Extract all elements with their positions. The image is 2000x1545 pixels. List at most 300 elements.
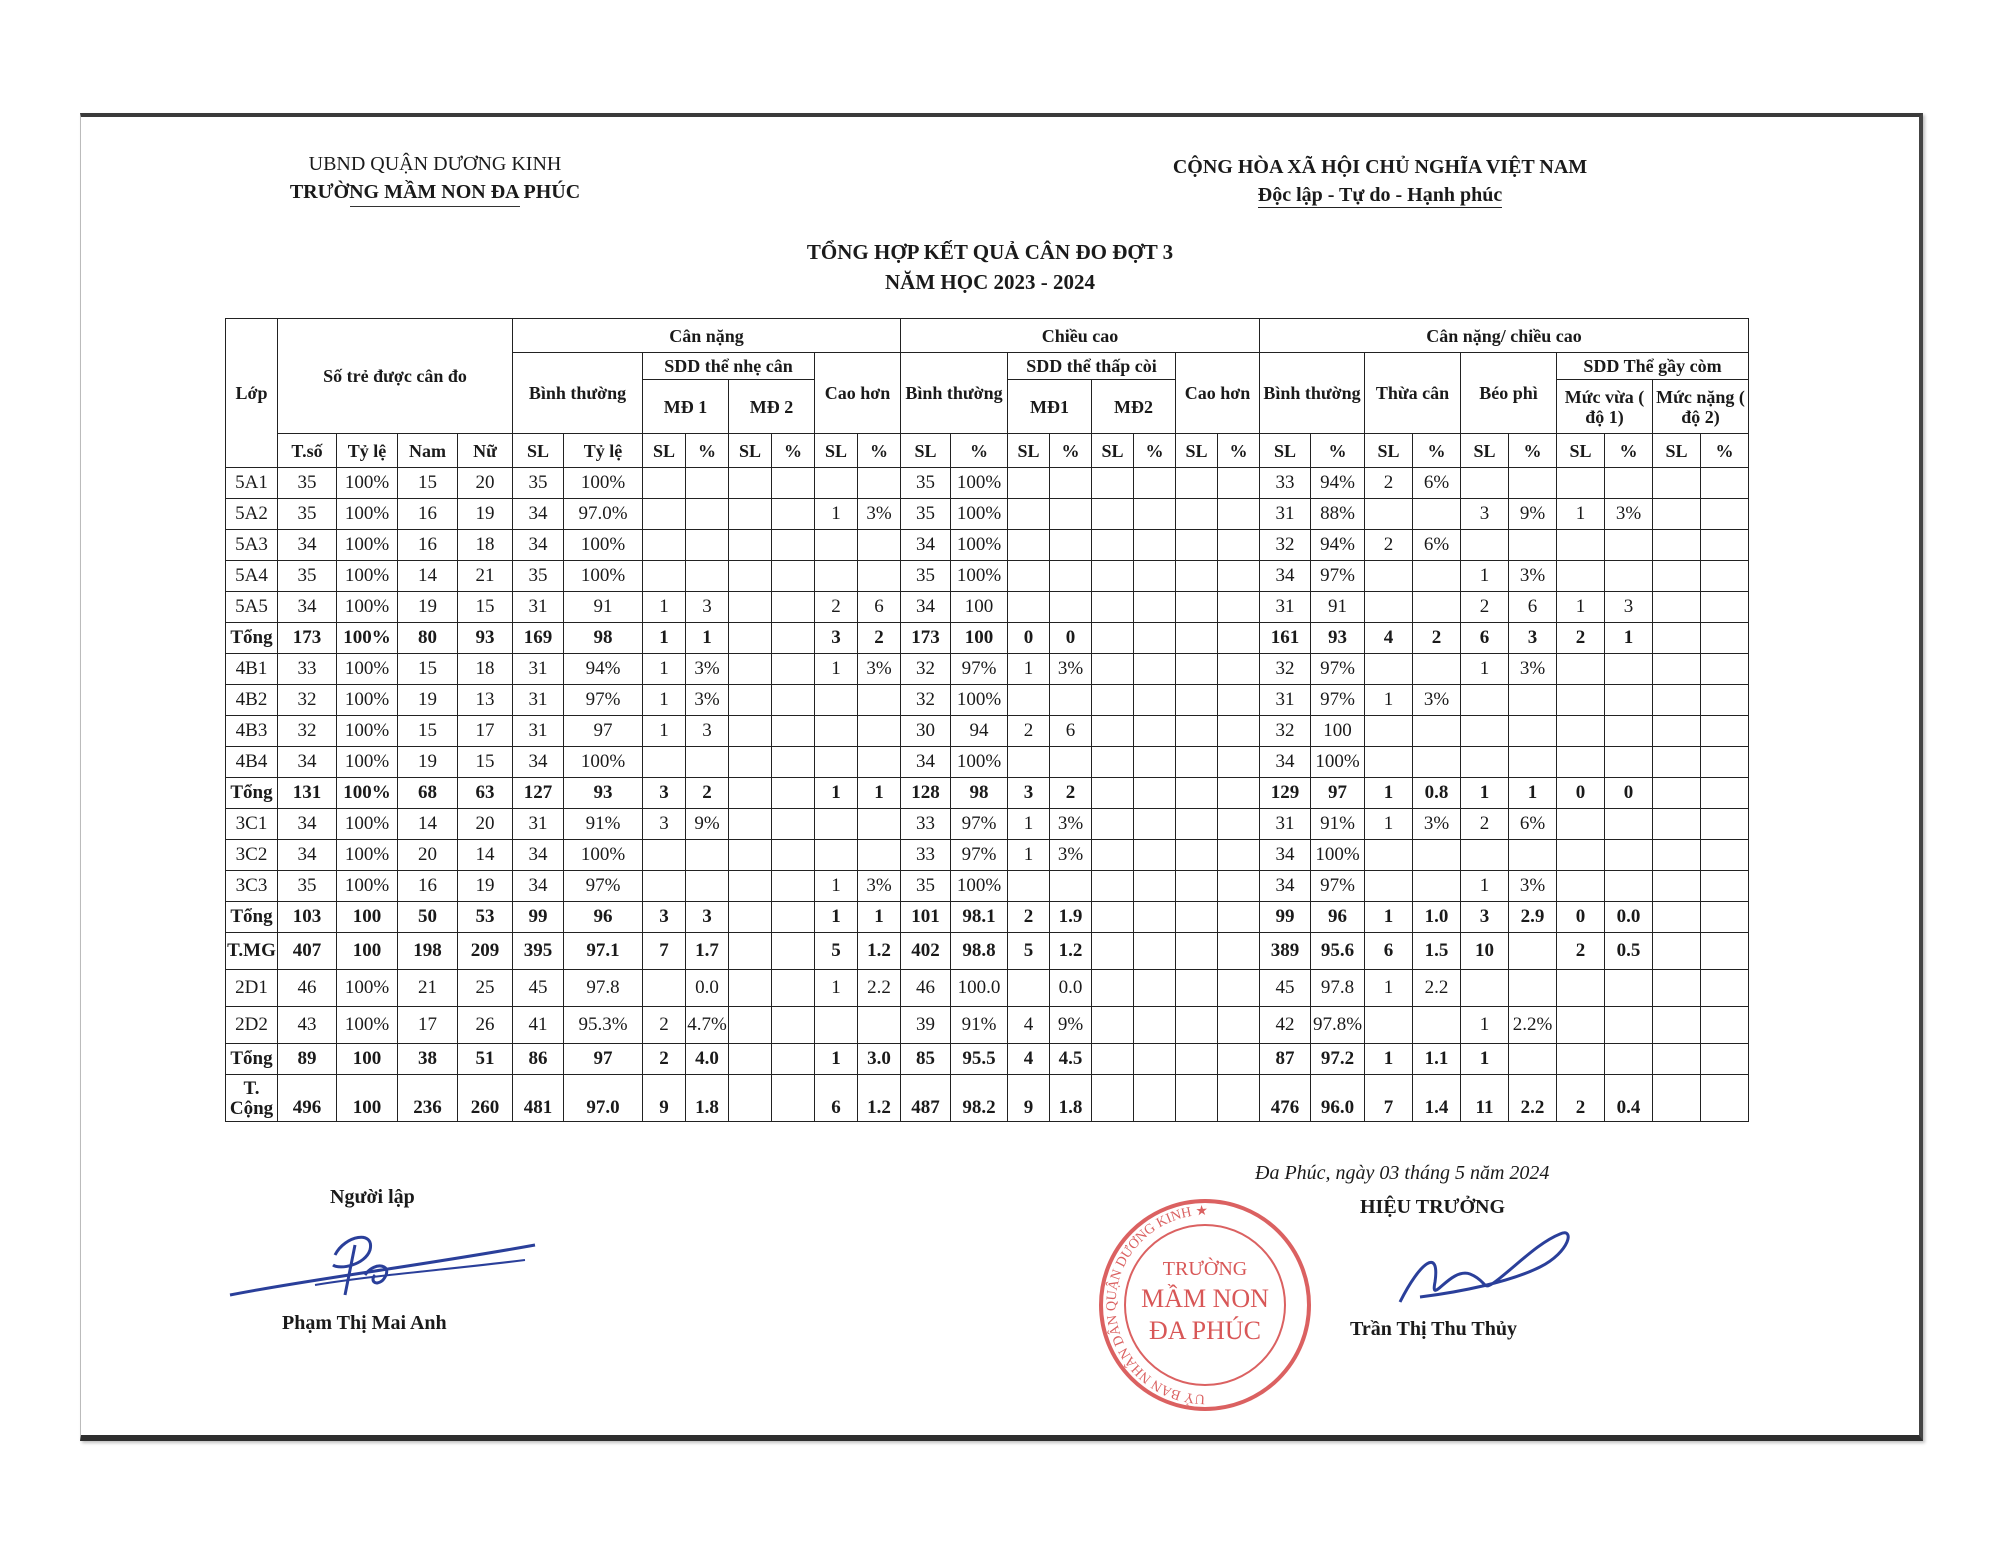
subheader-cell: %	[1509, 434, 1557, 468]
data-cell	[1461, 747, 1509, 778]
data-cell: 100%	[951, 499, 1008, 530]
data-cell	[1218, 685, 1260, 716]
table-row	[226, 1075, 1749, 1122]
data-cell	[643, 747, 686, 778]
data-cell	[772, 592, 815, 623]
data-cell: 6	[1461, 623, 1509, 654]
data-cell: 94%	[564, 654, 643, 685]
data-cell: 34	[513, 840, 564, 871]
data-cell	[643, 499, 686, 530]
data-cell: 100%	[337, 468, 398, 499]
data-cell	[1008, 871, 1050, 902]
data-cell	[1218, 1007, 1260, 1044]
data-cell: 91	[1311, 592, 1365, 623]
data-cell	[1365, 871, 1413, 902]
data-cell	[1218, 809, 1260, 840]
data-cell: 98	[951, 778, 1008, 809]
data-cell: 1.4	[1413, 1075, 1461, 1122]
data-cell	[1605, 716, 1653, 747]
principal-name: Trần Thị Thu Thủy	[1350, 1318, 1517, 1340]
data-cell: 46	[901, 970, 951, 1007]
data-cell	[1092, 468, 1134, 499]
data-cell	[1218, 871, 1260, 902]
data-cell: 1.2	[858, 1075, 901, 1122]
data-cell: 1	[1605, 623, 1653, 654]
data-cell: 6	[1050, 716, 1092, 747]
data-cell: 1	[1461, 561, 1509, 592]
data-cell	[1092, 592, 1134, 623]
class-name-cell: 4B4	[226, 747, 278, 778]
data-cell	[729, 778, 772, 809]
data-cell	[1653, 468, 1701, 499]
data-cell	[1365, 561, 1413, 592]
data-cell	[686, 468, 729, 499]
data-cell: 34	[513, 499, 564, 530]
data-cell: 32	[901, 654, 951, 685]
data-cell: 33	[278, 654, 337, 685]
data-cell: 97%	[1311, 561, 1365, 592]
data-cell	[772, 530, 815, 561]
table-row	[226, 561, 1749, 592]
class-name-cell: Tổng	[226, 623, 278, 654]
data-cell: 31	[1260, 685, 1311, 716]
data-cell: 98.8	[951, 933, 1008, 970]
data-cell	[1653, 654, 1701, 685]
data-cell: 173	[901, 623, 951, 654]
data-cell: 96	[1311, 902, 1365, 933]
data-cell	[1092, 809, 1134, 840]
data-cell	[1134, 592, 1176, 623]
data-cell: 3%	[1050, 840, 1092, 871]
data-cell	[1050, 871, 1092, 902]
data-cell: 95.5	[951, 1044, 1008, 1075]
data-cell: 34	[1260, 840, 1311, 871]
class-name-cell: 5A1	[226, 468, 278, 499]
data-cell	[1653, 902, 1701, 933]
svg-text:UỶ BAN NHÂN DÂN QUẬN DƯƠNG KIN: UỶ BAN NHÂN DÂN QUẬN DƯƠNG KINH ★	[1104, 1203, 1209, 1407]
data-cell: 1	[1365, 1044, 1413, 1075]
data-cell: 94	[951, 716, 1008, 747]
subheader-cell: Tỷ lệ	[337, 434, 398, 468]
data-cell	[1461, 530, 1509, 561]
data-cell: 94%	[1311, 468, 1365, 499]
data-cell: 3%	[1413, 809, 1461, 840]
data-cell: 15	[398, 654, 458, 685]
class-name-cell: 2D1	[226, 970, 278, 1007]
data-cell: 20	[458, 809, 513, 840]
data-cell: 97%	[564, 871, 643, 902]
data-cell	[729, 1075, 772, 1122]
table-row	[226, 685, 1749, 716]
header-muc-vua: Mức vừa ( độ 1)	[1557, 380, 1653, 434]
data-cell: 100%	[337, 871, 398, 902]
data-cell	[1605, 747, 1653, 778]
data-cell: 0	[1008, 623, 1050, 654]
data-cell	[643, 871, 686, 902]
data-cell	[1557, 809, 1605, 840]
data-cell	[1653, 623, 1701, 654]
data-cell	[1008, 592, 1050, 623]
data-cell	[1413, 840, 1461, 871]
data-cell: 100%	[564, 468, 643, 499]
header-binh-thuong-cc: Bình thường	[901, 353, 1008, 434]
data-cell: 3%	[686, 654, 729, 685]
data-cell	[1008, 561, 1050, 592]
data-cell	[1557, 561, 1605, 592]
data-cell	[772, 778, 815, 809]
data-cell: 4.5	[1050, 1044, 1092, 1075]
data-cell: 1.8	[1050, 1075, 1092, 1122]
data-cell: 3%	[1509, 561, 1557, 592]
data-cell: 5	[815, 933, 858, 970]
data-cell: 53	[458, 902, 513, 933]
data-cell	[729, 747, 772, 778]
data-cell: 1	[815, 871, 858, 902]
data-cell	[1701, 468, 1749, 499]
data-cell	[1413, 592, 1461, 623]
data-cell: 100%	[951, 685, 1008, 716]
data-cell	[1218, 902, 1260, 933]
data-cell	[1461, 468, 1509, 499]
data-cell	[1557, 1044, 1605, 1075]
subheader-cell: Tỷ lệ	[564, 434, 643, 468]
subheader-cell: %	[858, 434, 901, 468]
data-cell	[1176, 871, 1218, 902]
data-cell: 80	[398, 623, 458, 654]
divider	[350, 206, 520, 207]
data-cell: 2	[815, 592, 858, 623]
svg-text:MẦM NON: MẦM NON	[1141, 1284, 1269, 1313]
data-cell	[772, 809, 815, 840]
data-cell	[1092, 970, 1134, 1007]
data-cell: 45	[1260, 970, 1311, 1007]
data-cell	[772, 499, 815, 530]
data-cell: 1.5	[1413, 933, 1461, 970]
data-cell: 85	[901, 1044, 951, 1075]
data-cell	[729, 1007, 772, 1044]
header-md2-cc: MĐ2	[1092, 380, 1176, 434]
subheader-cell: SL	[815, 434, 858, 468]
data-cell	[1092, 933, 1134, 970]
data-cell	[729, 468, 772, 499]
data-cell	[772, 716, 815, 747]
data-cell	[858, 716, 901, 747]
data-cell	[1092, 623, 1134, 654]
data-cell	[1509, 530, 1557, 561]
data-cell: 2	[1008, 902, 1050, 933]
data-cell	[1605, 468, 1653, 499]
data-cell	[729, 592, 772, 623]
data-cell: 198	[398, 933, 458, 970]
data-cell	[1008, 530, 1050, 561]
data-cell: 4.7%	[686, 1007, 729, 1044]
data-cell	[1605, 1044, 1653, 1075]
data-cell: 1	[858, 902, 901, 933]
data-cell	[729, 654, 772, 685]
data-cell: 14	[398, 561, 458, 592]
data-cell: 1	[1557, 499, 1605, 530]
subheader-cell: %	[1413, 434, 1461, 468]
data-cell	[772, 1044, 815, 1075]
table-row	[226, 654, 1749, 685]
data-cell	[1176, 902, 1218, 933]
data-cell: 4	[1008, 1007, 1050, 1044]
data-cell	[1092, 685, 1134, 716]
data-cell	[1218, 468, 1260, 499]
subheader-cell: %	[686, 434, 729, 468]
class-name-cell: Tổng	[226, 778, 278, 809]
data-cell	[1134, 561, 1176, 592]
data-cell: 34	[513, 871, 564, 902]
data-cell	[1134, 778, 1176, 809]
header-md1: MĐ 1	[643, 380, 729, 434]
data-cell	[1134, 970, 1176, 1007]
data-cell: 32	[901, 685, 951, 716]
data-cell	[772, 970, 815, 1007]
data-cell: 97.8%	[1311, 1007, 1365, 1044]
subheader-cell: SL	[1176, 434, 1218, 468]
data-cell: 38	[398, 1044, 458, 1075]
data-cell: 100%	[951, 468, 1008, 499]
data-cell	[1365, 654, 1413, 685]
data-cell	[772, 561, 815, 592]
data-cell: 0.4	[1605, 1075, 1653, 1122]
data-cell: 3	[1008, 778, 1050, 809]
data-cell	[1557, 685, 1605, 716]
data-cell: 95.6	[1311, 933, 1365, 970]
data-cell: 3.0	[858, 1044, 901, 1075]
table-row	[226, 1044, 1749, 1075]
data-cell: 2	[1557, 933, 1605, 970]
data-cell	[1653, 747, 1701, 778]
data-cell	[1605, 970, 1653, 1007]
data-cell	[1653, 970, 1701, 1007]
header-so-tre: Số trẻ được cân đo	[278, 319, 513, 434]
preparer-title: Người lập	[330, 1186, 415, 1208]
data-cell	[1050, 561, 1092, 592]
data-cell: 0	[1605, 778, 1653, 809]
data-cell: 100	[951, 623, 1008, 654]
data-cell: 3	[1605, 592, 1653, 623]
data-cell: 96.0	[1311, 1075, 1365, 1122]
data-cell: 0	[1050, 623, 1092, 654]
data-cell: 100	[337, 1075, 398, 1122]
data-cell	[1050, 747, 1092, 778]
data-cell	[1218, 592, 1260, 623]
subheader-cell: SL	[1260, 434, 1311, 468]
data-cell: 1	[815, 1044, 858, 1075]
data-cell: 91%	[564, 809, 643, 840]
data-cell: 97%	[951, 840, 1008, 871]
data-cell	[1008, 499, 1050, 530]
header-chieu-cao: Chiều cao	[901, 319, 1260, 353]
data-cell: 34	[278, 840, 337, 871]
data-cell: 100%	[337, 685, 398, 716]
data-cell: 1.2	[858, 933, 901, 970]
header-cn-cc: Cân nặng/ chiều cao	[1260, 319, 1749, 353]
data-cell: 1.0	[1413, 902, 1461, 933]
data-cell	[1557, 871, 1605, 902]
data-cell: 14	[458, 840, 513, 871]
data-cell: 1	[1365, 809, 1413, 840]
data-cell	[643, 840, 686, 871]
data-cell: 2.2	[1413, 970, 1461, 1007]
data-cell: 3	[1461, 499, 1509, 530]
subheader-cell: %	[1701, 434, 1749, 468]
data-cell: 2	[1413, 623, 1461, 654]
data-cell: 6	[1509, 592, 1557, 623]
class-name-cell: 2D2	[226, 1007, 278, 1044]
header-cao-hon: Cao hơn	[815, 353, 901, 434]
data-cell: 3%	[858, 871, 901, 902]
data-cell	[1176, 778, 1218, 809]
data-cell	[1365, 499, 1413, 530]
data-cell	[1413, 561, 1461, 592]
principal-signature	[1380, 1222, 1580, 1312]
data-cell	[1176, 809, 1218, 840]
data-cell	[1701, 1044, 1749, 1075]
data-cell: 97	[564, 1044, 643, 1075]
data-cell: 1.7	[686, 933, 729, 970]
data-cell: 6	[858, 592, 901, 623]
data-cell	[1176, 623, 1218, 654]
data-cell	[1461, 685, 1509, 716]
data-cell	[729, 902, 772, 933]
data-cell: 2	[1050, 778, 1092, 809]
data-cell	[1605, 561, 1653, 592]
data-cell: 100%	[951, 747, 1008, 778]
data-cell: 97.0%	[564, 499, 643, 530]
data-cell	[1605, 530, 1653, 561]
table-row	[226, 530, 1749, 561]
data-cell: 34	[1260, 561, 1311, 592]
data-cell: 402	[901, 933, 951, 970]
data-cell: 32	[1260, 654, 1311, 685]
data-cell: 16	[398, 530, 458, 561]
data-cell	[1050, 592, 1092, 623]
data-cell	[686, 530, 729, 561]
data-cell	[729, 809, 772, 840]
data-cell: 1.1	[1413, 1044, 1461, 1075]
data-cell: 3	[815, 623, 858, 654]
data-cell: 34	[278, 809, 337, 840]
data-cell	[1218, 933, 1260, 970]
header-md2: MĐ 2	[729, 380, 815, 434]
data-cell: 6%	[1413, 468, 1461, 499]
data-cell: 0	[1557, 902, 1605, 933]
data-cell: 89	[278, 1044, 337, 1075]
data-cell: 3	[686, 592, 729, 623]
data-cell: 100%	[337, 592, 398, 623]
data-cell: 19	[458, 871, 513, 902]
data-cell	[1701, 592, 1749, 623]
data-cell: 15	[458, 592, 513, 623]
data-cell	[1092, 716, 1134, 747]
data-cell	[1218, 1044, 1260, 1075]
data-cell	[1008, 970, 1050, 1007]
data-cell	[1653, 871, 1701, 902]
data-cell	[858, 530, 901, 561]
data-cell	[1653, 1007, 1701, 1044]
data-cell: 88%	[1311, 499, 1365, 530]
data-cell: 18	[458, 530, 513, 561]
data-cell	[1134, 902, 1176, 933]
data-cell	[686, 747, 729, 778]
data-cell	[1050, 685, 1092, 716]
data-cell: 1	[1461, 1044, 1509, 1075]
data-cell	[686, 840, 729, 871]
data-cell: 16	[398, 499, 458, 530]
data-cell: 128	[901, 778, 951, 809]
data-cell	[1557, 654, 1605, 685]
data-cell: 39	[901, 1007, 951, 1044]
data-cell	[1176, 685, 1218, 716]
class-name-cell: 5A2	[226, 499, 278, 530]
data-cell	[1605, 654, 1653, 685]
data-cell: 35	[901, 561, 951, 592]
data-cell: 3%	[1509, 654, 1557, 685]
data-cell: 93	[458, 623, 513, 654]
data-cell	[1413, 499, 1461, 530]
data-cell	[1701, 871, 1749, 902]
data-cell: 3%	[1605, 499, 1653, 530]
data-cell: 13	[458, 685, 513, 716]
table-row	[226, 933, 1749, 970]
data-cell: 97.0	[564, 1075, 643, 1122]
data-cell: 35	[901, 871, 951, 902]
data-cell: 1	[1461, 778, 1509, 809]
subheader-cell: %	[1218, 434, 1260, 468]
school-name: TRƯỜNG MẦM NON ĐA PHÚC	[289, 181, 581, 203]
class-name-cell: 3C3	[226, 871, 278, 902]
data-cell	[1176, 561, 1218, 592]
table-row	[226, 592, 1749, 623]
data-cell: 100%	[564, 561, 643, 592]
data-cell	[858, 685, 901, 716]
data-cell: 2	[858, 623, 901, 654]
data-cell	[1176, 468, 1218, 499]
data-cell	[686, 499, 729, 530]
data-cell: 21	[458, 561, 513, 592]
data-cell: 103	[278, 902, 337, 933]
header-beo-phi: Béo phì	[1461, 353, 1557, 434]
data-cell: 46	[278, 970, 337, 1007]
data-cell: 95.3%	[564, 1007, 643, 1044]
data-cell	[858, 561, 901, 592]
data-cell: 3%	[1509, 871, 1557, 902]
data-cell	[1134, 654, 1176, 685]
data-cell: 1	[686, 623, 729, 654]
data-cell	[1134, 468, 1176, 499]
data-cell: 6%	[1509, 809, 1557, 840]
data-cell: 100%	[951, 530, 1008, 561]
data-cell: 3	[643, 902, 686, 933]
data-cell	[815, 747, 858, 778]
table-row	[226, 716, 1749, 747]
data-cell	[815, 468, 858, 499]
data-cell: 17	[458, 716, 513, 747]
data-cell: 96	[564, 902, 643, 933]
data-cell: 100%	[951, 871, 1008, 902]
data-cell	[1509, 716, 1557, 747]
data-cell	[1653, 561, 1701, 592]
data-cell: 1	[643, 685, 686, 716]
data-cell: 100%	[337, 747, 398, 778]
subheader-cell: SL	[1557, 434, 1605, 468]
table-row	[226, 747, 1749, 778]
data-cell	[1701, 840, 1749, 871]
data-cell: 4.0	[686, 1044, 729, 1075]
